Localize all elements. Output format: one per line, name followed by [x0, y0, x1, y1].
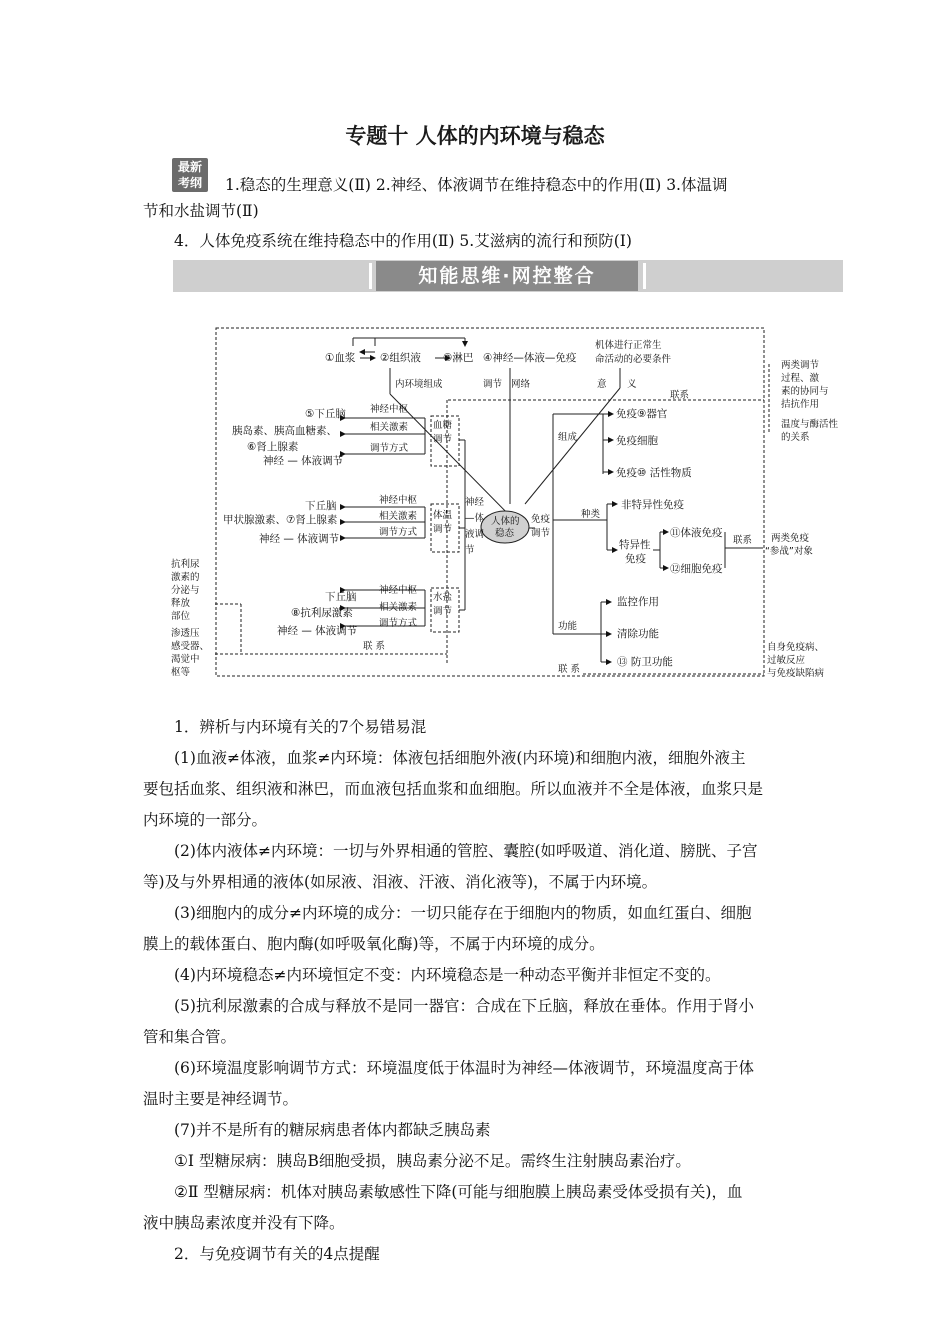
sugar-label-mode: 调节方式 [370, 443, 409, 454]
center-label-1: 人体的 [491, 516, 520, 527]
right-note1-line3: 素的协同与 [781, 386, 829, 397]
water-label-mode: 调节方式 [379, 618, 418, 629]
immune-clear: 清除功能 [617, 628, 659, 640]
nerve-body-3: 液调 [465, 529, 485, 540]
temp-center: 下丘脑 [305, 500, 337, 512]
syllabus-outline [143, 172, 813, 254]
immune-disease-2: 过敏反应 [767, 655, 806, 666]
water-label-hormone: 相关激素 [379, 602, 418, 613]
temp-label-hormone: 相关激素 [379, 511, 418, 522]
sugar-label-hormone: 相关激素 [370, 422, 409, 433]
para-3-line-2: 膜上的载体蛋白、胞内酶(如呼吸氧化酶)等，不属于内环境的成分。 [143, 935, 605, 953]
right-note1-line2: 过程、激 [781, 373, 820, 384]
sugar-hormones: 胰岛素、胰高血糖素、 [232, 425, 337, 437]
sugar-label-center: 神经中枢 [370, 404, 409, 415]
para-6-line-2: 温时主要是神经调节。 [143, 1090, 299, 1108]
para-2-line-1: (2)体内液体≠内环境：一切与外界相通的管腔、囊腔(如呼吸道、消化道、膀胱、子宫 [174, 842, 758, 860]
left-note2-line2: 感受器、 [171, 641, 210, 652]
temp-group-2: 调节 [433, 524, 453, 535]
sugar-mode: 神经 — 体液调节 [263, 455, 344, 467]
heading-1: 1．辨析与内环境有关的7个易错易混 [174, 718, 427, 736]
temp-label-center: 神经中枢 [379, 495, 418, 506]
water-center: 下丘脑 [325, 591, 357, 603]
para-1-line-1: (1)血液≠体液，血浆≠内环境：体液包括细胞外液(内环境)和细胞内液，细胞外液主 [174, 749, 746, 767]
immune-humoral: ⑪体液免疫 [670, 527, 723, 539]
label-link-bottom: 联 系 [363, 641, 386, 652]
para-3-line-1: (3)细胞内的成分≠内环境的成分：一切只能存在于细胞内的物质，如血红蛋白、细胞 [174, 904, 752, 922]
immune-specific-1: 特异性 [619, 539, 651, 551]
label-meaning-2: 义 [627, 379, 637, 390]
immune-link: 联系 [733, 535, 753, 546]
outline-line-2: 节和水盐调节(Ⅱ) [143, 202, 259, 220]
nerve-body-4: 节 [465, 545, 475, 556]
para-5-line-1: (5)抗利尿激素的合成与释放不是同一器官：合成在下丘脑，释放在垂体。作用于肾小 [174, 997, 754, 1015]
left-note1-line3: 分泌与 [171, 585, 200, 596]
water-hormone: ⑧抗利尿激素 [291, 607, 353, 619]
para-8: ①Ⅰ 型糖尿病：胰岛B细胞受损，胰岛素分泌不足。需终生注射胰岛素治疗。 [174, 1152, 691, 1170]
immune-disease-1: 自身免疫病、 [767, 642, 825, 653]
para-7: (7)并不是所有的糖尿病患者体内都缺乏胰岛素 [174, 1121, 491, 1139]
immune-reg-2: 调节 [531, 528, 551, 539]
temp-mode: 神经 — 体液调节 [259, 533, 340, 545]
sugar-adrenaline: ⑥肾上腺素 [247, 441, 299, 453]
left-note1-line1: 抗利尿 [171, 559, 200, 570]
para-9-line-2: 液中胰岛素浓度并没有下降。 [143, 1214, 345, 1232]
left-note1-line4: 释放 [171, 598, 191, 609]
right-note1-line1: 两类调节 [781, 360, 820, 371]
node-necessary-2: 命活动的必要条件 [595, 354, 672, 365]
para-1-line-2: 要包括血浆、组织液和淋巴，而血液包括血浆和血细胞。所以血液并不全是体液，血浆只是 [143, 780, 764, 798]
immune-organs: 免疫⑨器官 [616, 408, 668, 420]
immune-two-types-2: “参战”对象 [765, 546, 813, 557]
node-necessary-1: 机体进行正常生 [595, 340, 662, 351]
body-text [143, 712, 813, 1270]
outline-line-3: 4．人体免疫系统在维持稳态中的作用(Ⅱ) 5.艾滋病的流行和预防(Ⅰ) [174, 232, 632, 250]
water-group-2: 调节 [433, 606, 453, 617]
immune-link2: 联 系 [558, 664, 581, 675]
banner-bar-left [369, 263, 372, 289]
heading-2: 2．与免疫调节有关的4点提醒 [174, 1245, 380, 1263]
immune-function: 功能 [558, 621, 578, 632]
water-label-center: 神经中枢 [379, 585, 418, 596]
badge-line-2: 考纲 [177, 176, 202, 190]
para-4: (4)内环境稳态≠内环境恒定不变：内环境稳态是一种动态平衡并非恒定不变的。 [174, 966, 721, 984]
right-note2-line1: 温度与酶活性 [781, 419, 839, 430]
para-2-line-2: 等)及与外界相通的液体(如尿液、泪液、汗液、消化液等)，不属于内环境。 [143, 873, 658, 891]
concept-map-diagram [165, 324, 845, 684]
immune-composition: 组成 [558, 432, 578, 443]
section-banner [173, 260, 843, 292]
para-6-line-1: (6)环境温度影响调节方式：环境温度低于体温时为神经—体液调节，环境温度高于体 [174, 1059, 754, 1077]
banner-bar-right [643, 263, 646, 289]
page-title: 专题十 人体的内环境与稳态 [345, 124, 605, 148]
left-note2-line3: 渴觉中 [171, 654, 200, 665]
badge-line-1: 最新 [177, 160, 202, 174]
node-lymph: ③淋巴 [443, 352, 474, 364]
label-link-top: 联系 [670, 390, 690, 401]
left-note1-line5: 部位 [171, 611, 191, 622]
banner-title: 知能思维·网控整合 [376, 261, 638, 291]
node-plasma: ①血浆 [325, 352, 356, 364]
center-label-2: 稳态 [495, 528, 515, 539]
para-5-line-2: 管和集合管。 [143, 1028, 237, 1046]
left-note2-line4: 枢等 [171, 667, 191, 678]
immune-cellular: ⑫细胞免疫 [670, 563, 723, 575]
left-note2-line1: 渗透压 [171, 628, 200, 639]
water-mode: 神经 — 体液调节 [277, 625, 358, 637]
immune-two-types-1: 两类免疫 [771, 533, 810, 544]
sugar-group-1: 血糖 [433, 420, 453, 431]
sugar-group-2: 调节 [433, 434, 453, 445]
outline-line-1: 1.稳态的生理意义(Ⅱ) 2.神经、体液调节在维持稳态中的作用(Ⅱ) 3.体温调 [225, 176, 728, 194]
right-note2-line2: 的关系 [781, 432, 810, 443]
node-regulation-network: ④神经—体液—免疫 [483, 352, 577, 364]
nerve-body-1: 神经 [465, 497, 485, 508]
sugar-center: ⑤下丘脑 [305, 408, 346, 420]
immune-monitor: 监控作用 [617, 596, 659, 608]
immune-nonspecific: 非特异性免疫 [621, 499, 684, 511]
label-regulation: 调节 [483, 379, 503, 390]
temp-hormones: 甲状腺激素、⑦肾上腺素 [223, 514, 338, 526]
left-note1-line2: 激素的 [171, 572, 200, 583]
label-meaning: 意 [597, 379, 607, 390]
immune-cells: 免疫细胞 [616, 435, 658, 447]
label-composition: 内环境组成 [395, 379, 443, 390]
para-9-line-1: ②Ⅱ 型糖尿病：机体对胰岛素敏感性下降(可能与细胞膜上胰岛素受体受损有关)，血 [174, 1183, 743, 1201]
right-note1-line4: 拮抗作用 [781, 399, 820, 410]
para-1-line-3: 内环境的一部分。 [143, 811, 268, 829]
immune-active: 免疫⑩ 活性物质 [616, 467, 692, 479]
immune-defense: ⑬ 防卫功能 [617, 656, 673, 668]
temp-group-1: 体温 [433, 510, 453, 521]
immune-disease-3: 与免疫缺陷病 [767, 668, 825, 679]
label-network: 网络 [511, 379, 531, 390]
immune-kinds: 种类 [581, 509, 601, 520]
immune-specific-2: 免疫 [625, 553, 646, 565]
nerve-body-2: —体 [465, 513, 485, 524]
water-group-1: 水盐 [433, 592, 453, 603]
temp-label-mode: 调节方式 [379, 527, 418, 538]
node-tissue-fluid: ②组织液 [380, 352, 421, 364]
immune-reg-1: 免疫 [531, 514, 551, 525]
